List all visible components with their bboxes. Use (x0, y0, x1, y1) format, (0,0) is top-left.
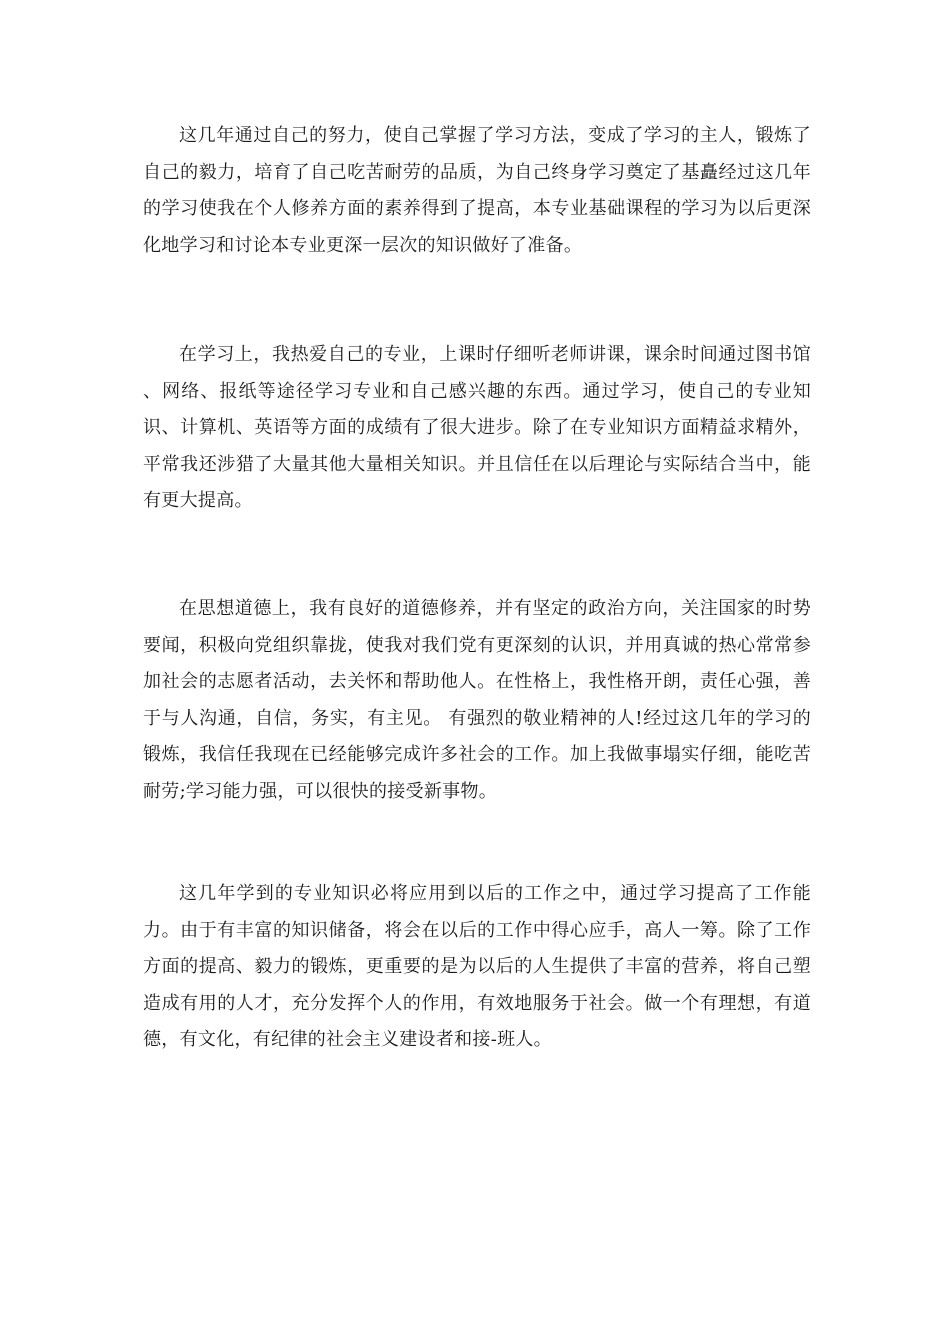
paragraph-moral-character: 在思想道德上，我有良好的道德修养，并有坚定的政治方向，关注国家的时势要闻，积极向党组织靠拢，使我对我们党有更深刻的认识，并用真诚的热心常常参加社会的志愿者活动，去关怀和帮助他人。在性格上，我性格开朗，责任心强，善于与人沟通，自信，务实，有主见。 有强烈的敬业精神的人!经过这几年的学习的锻炼，我信任我现在已经能够完成许多社会的工作。加上我做事塌实仔细，能吃苦耐劳;学习能力强，可以很快的接受新事物。 (143, 598, 811, 802)
paragraph-study-methods: 这几年通过自己的努力，使自己掌握了学习方法，变成了学习的主人，锻炼了自己的毅力，培育了自己吃苦耐劳的品质，为自己终身学习奠定了基矗经过这几年的学习使我在个人修养方面的素养得到了提高，本专业基础课程的学习为以后更深化地学习和讨论本专业更深一层次的知识做好了准备。 (143, 125, 811, 256)
paragraph-future-work: 这几年学到的专业知识必将应用到以后的工作之中，通过学习提高了工作能力。由于有丰富的知识储备，将会在以后的工作中得心应手，高人一筹。除了工作方面的提高、毅力的锻炼，更重要的是为以后的人生提供了丰富的营养，将自己塑造成有用的人才，充分发挥个人的作用，有效地服务于社会。做一个有理想，有道德，有文化，有纪律的社会主义建设者和接-班人。 (143, 883, 811, 1050)
paragraph-academic-study: 在学习上，我热爱自己的专业，上课时仔细听老师讲课，课余时间通过图书馆 、网络、报纸等途径学习专业和自己感兴趣的东西。通过学习，使自己的专业知识、计算机、英语等方面的成绩有了很大进步。除了在专业知识方面精益求精外，平常我还涉猎了大量其他大量相关知识。并且信任在以后理论与实际结合当中，能有更大提高。 (143, 344, 811, 511)
